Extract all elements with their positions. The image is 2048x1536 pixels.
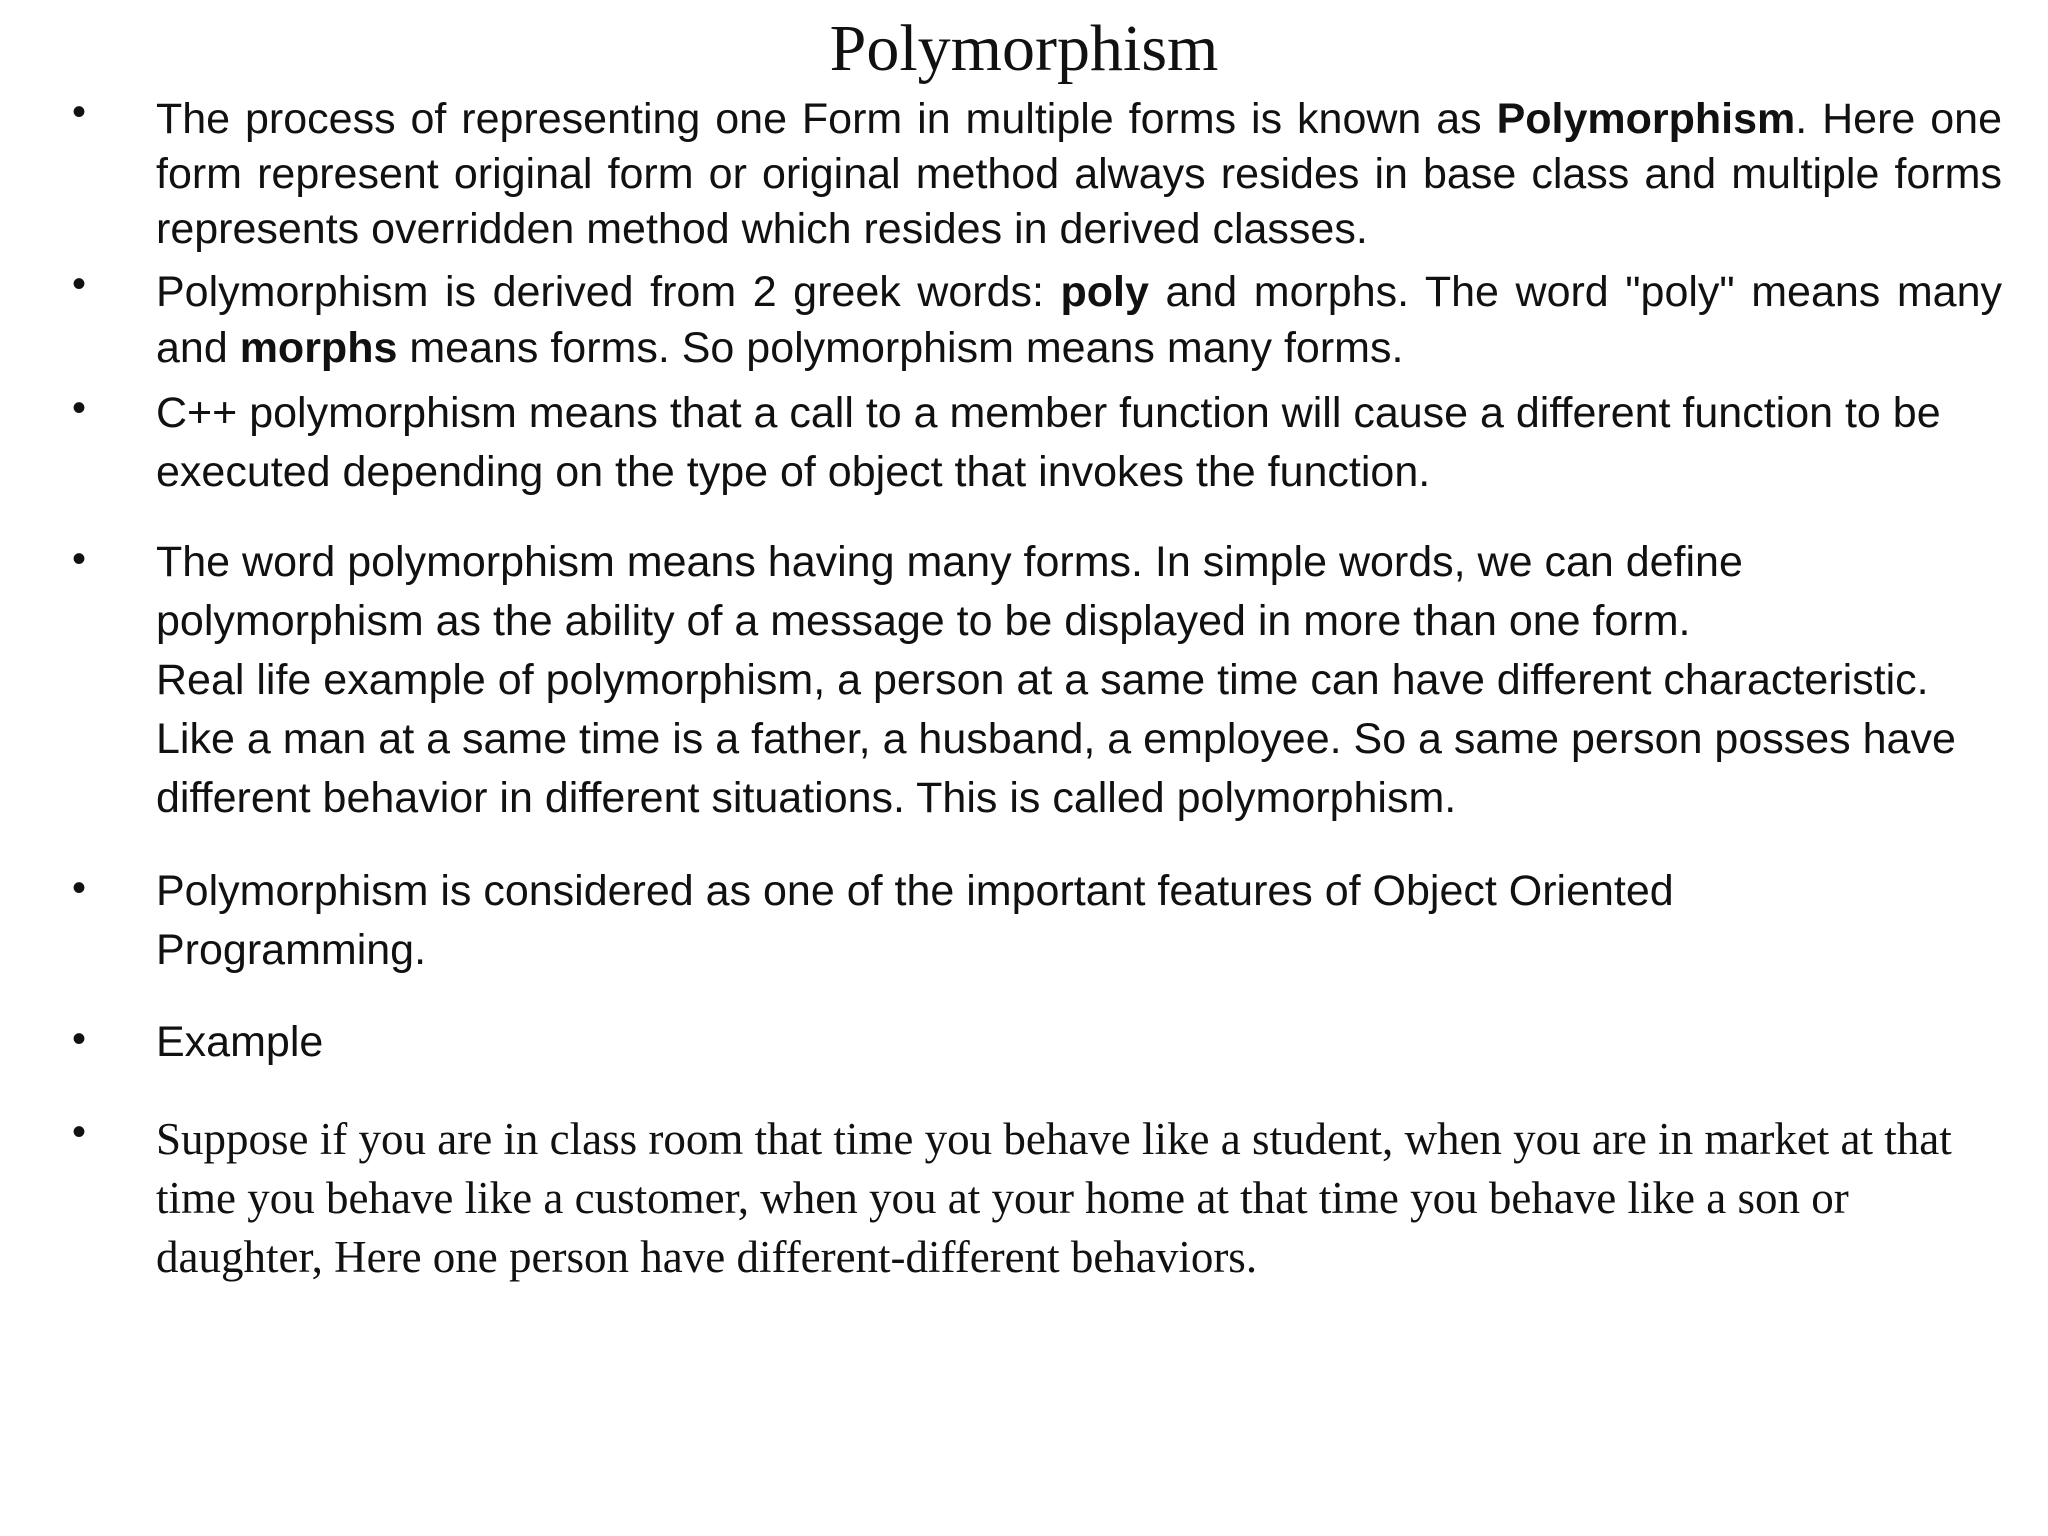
bullet-text-bold: Polymorphism [1496,95,1796,143]
bullet-marker: • [72,90,87,134]
bullet-text-part: The process of representing one Form in multiple forms is known as [156,95,1497,143]
bullet-text-bold: poly [1060,268,1149,316]
bullet-text [156,264,2002,376]
bullet-text: Polymorphism is considered as one of the important features of Object Oriented Programming. [156,867,1674,974]
slide-title: Polymorphism [829,12,1219,85]
bullet-text-part: and morphs. The word "poly" means many and [156,268,2002,372]
bullet-text-part: . Here one form represent original form or original method always resides in base class and multiple forms represents overridden method which resides in derived classes. [156,95,2002,253]
bullet-marker: • [72,1017,87,1061]
bullet-marker: • [72,262,87,306]
bullet-text: C++ polymorphism means that a call to a member function will cause a different function to be executed depending on the type of object that invokes the function. [156,389,1941,496]
bullet-text: Suppose if you are in class room that time you behave like a student, when you are in market at that time you behave like a customer, when you at your home at that time you behave like a son or daughter, Here one person have different-different behaviors. [156,1114,1952,1282]
bullet-text-part: means forms. So polymorphism means many forms. [397,324,1404,372]
bullet-marker: • [72,386,87,430]
bullet-text [156,92,2002,257]
bullet-text: Example [156,1018,324,1066]
bullet-marker: • [72,866,87,910]
bullet-text-line: The word polymorphism means having many forms. In simple words, we can define polymorphism as the ability of a message to be displayed in more than one form. [156,538,1743,645]
bullet-marker: • [72,537,87,581]
bullet-text-part: Polymorphism is derived from 2 greek words: [156,268,1061,316]
bullet-text [156,533,1956,828]
bullet-text-line: Real life example of polymorphism, a person at a same time can have different characteristic. Like a man at a same time is a father, a husband, a employee. So a same person posses have different behavior in different situations. This is called polymorphism. [156,656,1956,822]
bullet-marker: • [72,1110,87,1154]
bullet-text-bold: morphs [239,324,398,372]
